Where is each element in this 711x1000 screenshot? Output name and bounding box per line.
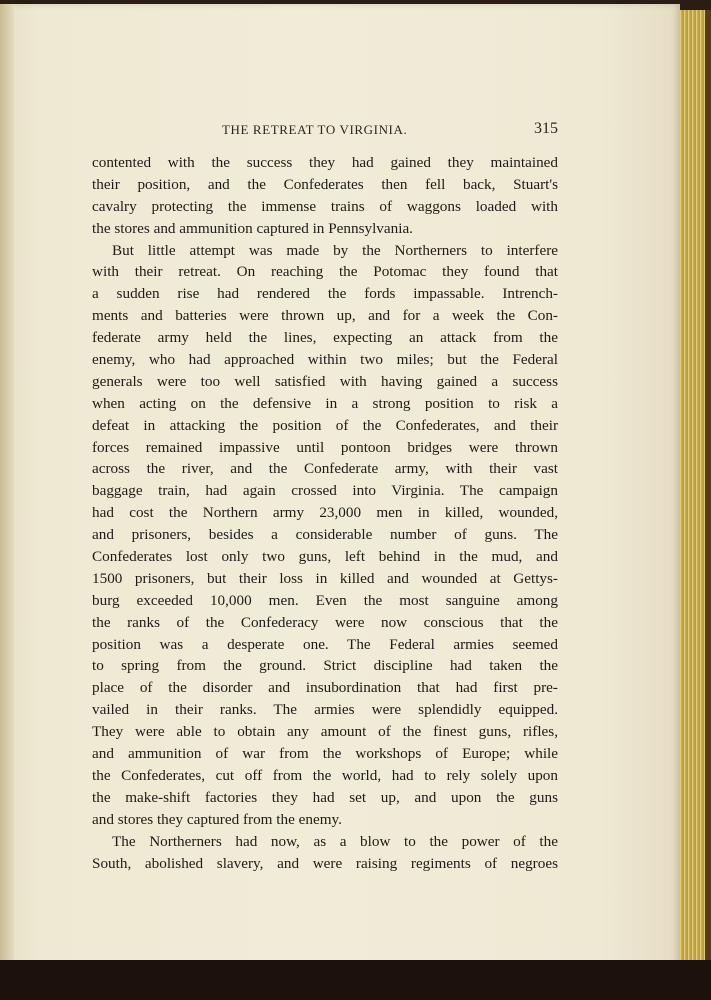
text-line: place of the disorder and insubordination that had first pre- — [92, 679, 558, 697]
text-line: They were able to obtain any amount of the finest guns, rifles, — [92, 723, 558, 741]
text-line: had cost the Northern army 23,000 men in killed, wounded, — [92, 504, 558, 522]
running-title: THE RETREAT TO VIRGINIA. — [222, 122, 408, 137]
book-page — [0, 4, 680, 970]
cover-edge — [705, 10, 711, 975]
text-line: their position, and the Confederates then fell back, Stuart's — [92, 175, 558, 193]
text-line: contented with the success they had gained they maintained — [92, 154, 558, 171]
text-line: cavalry protecting the immense trains of waggons loaded with — [92, 197, 558, 215]
text-line: forces remained impassive until pontoon bridges were thrown — [92, 438, 558, 456]
text-line: ments and batteries were thrown up, and for a week the Con- — [92, 307, 558, 325]
page-number: 315 — [534, 120, 558, 137]
running-head — [92, 120, 558, 140]
text-line: position was a desperate one. The Federal armies seemed — [92, 635, 558, 653]
text-line: But little attempt was made by the Northerners to interfere — [112, 241, 558, 259]
bottom-shadow — [0, 960, 711, 1000]
text-line: 1500 prisoners, but their loss in killed and wounded at Gettys- — [92, 569, 558, 587]
text-line: enemy, who had approached within two miles; but the Federal — [92, 351, 558, 369]
text-line: vailed in their ranks. The armies were splendidly equipped. — [92, 701, 558, 719]
text-line: Confederates lost only two guns, left behind in the mud, and — [92, 548, 558, 566]
text-line: to spring from the ground. Strict discipline had taken the — [92, 657, 558, 675]
text-line: the Confederates, cut off from the world, had to rely solely upon — [92, 766, 558, 784]
text-line: the ranks of the Confederacy were now conscious that the — [92, 613, 558, 631]
text-line: a sudden rise had rendered the fords impassable. Intrench- — [92, 285, 558, 303]
text-line: defeat in attacking the position of the Confederates, and their — [92, 416, 558, 434]
text-line: when acting on the defensive in a strong position to risk a — [92, 394, 558, 412]
text-line: South, abolished slavery, and were raising regiments of negroes — [92, 854, 558, 872]
text-line: and prisoners, besides a considerable number of guns. The — [92, 526, 558, 544]
text-line: federate army held the lines, expecting an attack from the — [92, 329, 558, 347]
text-line: the stores and ammunition captured in Pennsylvania. — [92, 219, 413, 237]
page-gutter — [0, 4, 14, 970]
text-line: generals were too well satisfied with having gained a success — [92, 372, 558, 390]
text-line: across the river, and the Confederate army, with their vast — [92, 460, 558, 478]
text-line: burg exceeded 10,000 men. Even the most sanguine among — [92, 591, 558, 609]
text-line: The Northerners had now, as a blow to the power of the — [112, 832, 558, 850]
text-line: baggage train, had again crossed into Virginia. The campaign — [92, 482, 558, 500]
text-line: and ammunition of war from the workshops of Europe; while — [92, 745, 558, 763]
body-text — [92, 152, 558, 874]
text-line: and stores they captured from the enemy. — [92, 810, 342, 828]
text-line: the make-shift factories they had set up, and upon the guns — [92, 788, 558, 806]
text-line: with their retreat. On reaching the Potomac they found that — [92, 263, 558, 281]
